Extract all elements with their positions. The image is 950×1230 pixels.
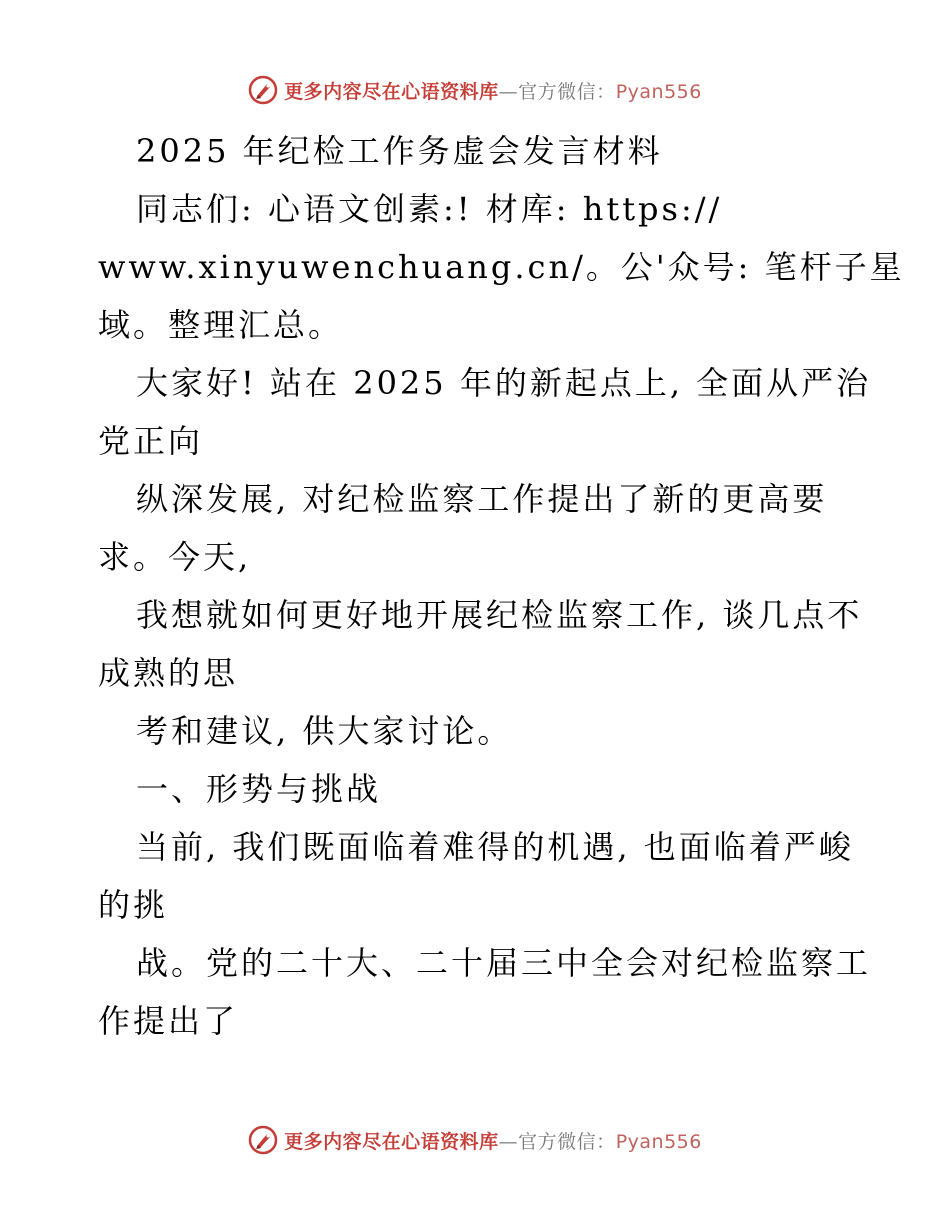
header-banner-account: Pyan556 [615, 80, 702, 103]
paragraph-line: 党正向 [98, 422, 204, 460]
section-heading: 一、形势与挑战 [136, 770, 382, 808]
pen-nib-circle-icon [248, 75, 278, 105]
header-banner-text [284, 77, 702, 104]
footer-banner-label: 官方微信： [518, 1130, 616, 1153]
footer-banner [0, 1120, 950, 1160]
document-title: 2025 年纪检工作务虚会发言材料 [136, 132, 663, 170]
header-banner-label: 官方微信： [518, 80, 616, 103]
paragraph-line: 成熟的思 [98, 654, 239, 692]
paragraph-line: 同志们: 心语文创素:! 材库: https:// [136, 190, 723, 228]
header-banner [0, 70, 950, 110]
footer-banner-account: Pyan556 [615, 1130, 702, 1153]
paragraph-line: 纵深发展, 对纪检监察工作提出了新的更高要 [136, 480, 828, 518]
footer-banner-text [284, 1127, 702, 1154]
paragraph-line: 战。党的二十大、二十届三中全会对纪检监察工 [136, 944, 872, 982]
paragraph-line: 域。整理汇总。 [98, 306, 344, 344]
paragraph-line: 当前, 我们既面临着难得的机遇, 也面临着严峻 [136, 828, 854, 866]
paragraph-line: 的挑 [98, 886, 169, 924]
paragraph-line: 我想就如何更好地开展纪检监察工作, 谈几点不 [136, 596, 863, 634]
header-banner-sep: — [498, 80, 519, 103]
paragraph-line: www.xinyuwenchuang.cn/。公'众号: 笔杆子星 [98, 248, 905, 286]
paragraph-line: 作提出了 [98, 1002, 239, 1040]
paragraph-line: 考和建议, 供大家讨论。 [136, 712, 513, 750]
footer-banner-sep: — [498, 1130, 519, 1153]
footer-banner-main: 更多内容尽在心语资料库 [284, 1130, 499, 1153]
paragraph-line: 求。今天, [98, 538, 252, 576]
paragraph-line: 大家好! 站在 2025 年的新起点上, 全面从严治 [136, 364, 872, 402]
header-banner-main: 更多内容尽在心语资料库 [284, 80, 499, 103]
pen-nib-circle-icon [248, 1125, 278, 1155]
document-body [98, 122, 905, 1050]
